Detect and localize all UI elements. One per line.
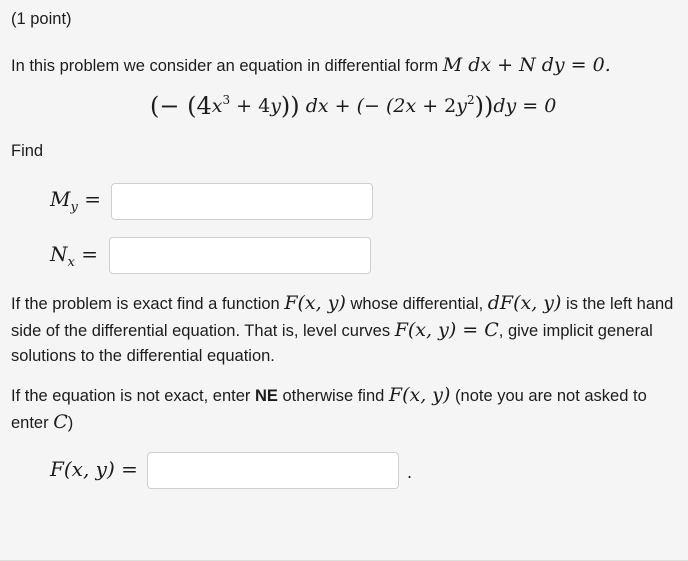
points-label: (1 point) [11,10,72,28]
eq-part: (− (4 [150,92,212,120]
trailing-period: . [407,462,413,482]
para-text: otherwise find [277,387,389,405]
eq-part: )) [474,92,494,120]
para-text: is the left hand side of the differential equation. That is, level curves [11,295,674,340]
nx-label [50,242,98,270]
eq-part: + 4 [230,95,271,117]
nx-answer-input[interactable] [109,237,371,274]
eq-part: y [270,95,281,117]
para-text: If the equation is not exact, enter [11,387,255,405]
my-label [50,187,101,215]
eq-part: x [211,95,223,117]
para-math: dF(x, y) [487,292,562,314]
ne-keyword: NE [255,387,278,405]
para-text: whose differential, [345,295,488,313]
my-sub: y [70,200,78,215]
para-text: , give implicit general solutions to the differential equation. [11,321,653,365]
para-text: (note you are not asked to enter [11,387,647,432]
f-answer-input[interactable] [147,452,399,489]
eq-part: + 2 [416,95,457,117]
eq-part: dx + (− (2 [299,95,406,117]
find-label: Find [11,142,44,160]
ne-paragraph [11,383,679,436]
intro-text [11,54,611,76]
para-math: C [53,410,68,433]
my-eq: = [77,187,101,211]
f-label: F(x, y) = [50,457,138,481]
para-math: F(x, y) [284,292,346,314]
intro-sentence: In this problem we consider an equation in differential form [11,57,439,75]
para-math: F(x, y) [388,384,451,406]
nx-eq: = [74,242,98,266]
eq-part: dy = 0 [493,95,557,117]
eq-part: y [456,95,467,117]
intro-math: M dx + N dy = 0. [442,54,611,76]
differential-equation [150,92,556,120]
eq-part: 2 [467,93,475,107]
eq-part: )) [280,92,300,120]
para-text: ) [67,413,74,432]
para-math: F(x, y) = C [394,318,499,341]
nx-sub: x [67,255,75,270]
eq-part: 3 [222,93,231,107]
my-answer-input[interactable] [111,183,373,220]
nx-letter: N [50,242,68,266]
eq-part: x [405,95,417,117]
my-letter: M [50,187,71,211]
exact-paragraph [11,291,679,370]
para-text: If the problem is exact find a function [11,295,285,313]
